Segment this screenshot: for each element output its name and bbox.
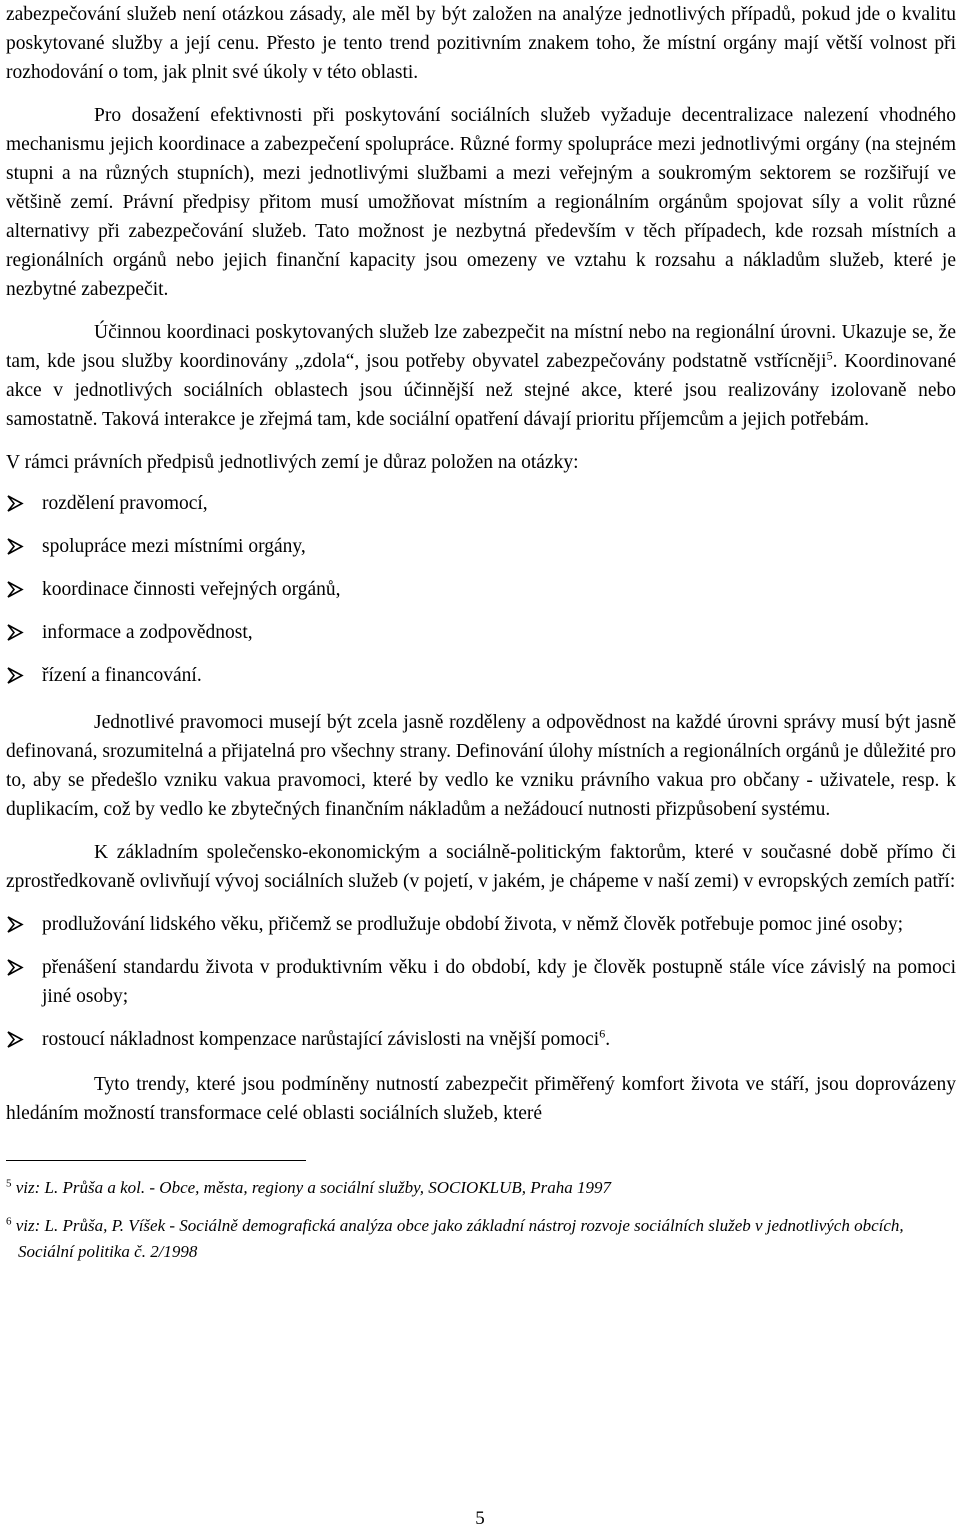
paragraph-decentralization: Pro dosažení efektivnosti při poskytování sociálních služeb vyžaduje decentralizace nalezení vhodného mechanismu jejich koordinace a zabezpečení spolupráce. Různé formy spolupráce mezi jednotlivými orgány (na stejném stupni a na různých stupních), mezi jednotlivými službami a mezi veřejným a soukromým sektorem se rozšiřují ve většině zemí. Právní předpisy přitom musí umožňovat místním a regionálním orgánům spojovat síly a volit různé alternativy při zabezpečování služeb. Tato možnost je nezbytná především v těch případech, kde rozsah místních a regionálních orgánů nebo jejich finanční kapacity jsou omezeny ve vztahu k rozsahu a nákladům služeb, které je nezbytné zabezpečit. <box>6 105 956 300</box>
footnote-text: viz: L. Průša, P. Víšek - Sociálně demografická analýza obce jako základní nástroj rozvoje sociálních služeb v jednotlivých obcích, Sociální politika č. 2/1998 <box>15 1216 904 1261</box>
list-item-text: prodlužování lidského věku, přičemž se prodlužuje období života, v němž člověk potřebuje pomoc jiné osoby; <box>42 914 904 935</box>
list-item <box>6 661 956 690</box>
paragraph-factors: K základním společensko-ekonomickým a sociálně-politickým faktorům, které v současné době přímo či zprostředkovaně ovlivňují vývoj sociálních služeb (v pojetí, v jakém, je chápeme v naší zemi) v evropských zemích patří: <box>6 842 956 892</box>
paragraph-coordination-text: Účinnou koordinaci poskytovaných služeb lze zabezpečit na místní nebo na regionální úrovni. Ukazuje se, že tam, kde jsou služby koordinovány „zdola“, jsou potřeby obyvatel zabezpečovány podstatně vstřícněji <box>6 322 956 372</box>
footnote-number: 6 <box>6 1215 12 1228</box>
footnote-separator <box>6 1160 306 1161</box>
arrow-bullet-icon <box>6 910 26 939</box>
paragraph-coordination <box>6 318 956 434</box>
footnote-5 <box>6 1175 956 1201</box>
list-item <box>6 1025 956 1054</box>
list-item-text: přenášení standardu života v produktivním věku i do období, kdy je člověk postupně stále více závislý na pomoci jiné osoby; <box>42 957 956 1007</box>
arrow-bullet-icon <box>6 618 26 647</box>
footnote-ref-6: 6 <box>599 1026 606 1041</box>
list-item <box>6 910 956 939</box>
list-item-text: rostoucí nákladnost kompenzace narůstající závislosti na vnější pomoci <box>42 1029 600 1050</box>
list-item-text: spolupráce mezi místními orgány, <box>42 536 306 557</box>
list-item <box>6 953 956 1011</box>
questions-list <box>6 489 956 690</box>
footnote-ref-5: 5 <box>826 348 833 363</box>
paragraph-competences: Jednotlivé pravomoci musejí být zcela jasně rozděleny a odpovědnost na každé úrovni správy musí být jasně definovaná, srozumitelná a přijatelná pro všechny strany. Definování úlohy místních a regionálních orgánů je důležité pro to, aby se předešlo vzniku vakua pravomoci, které by vedlo ke vzniku právního vakua pro občany - uživatele, resp. k duplikacím, což by vedlo ke zbytečných finančním nákladům a nežádoucí nutnosti přizpůsobení systému. <box>6 712 956 820</box>
paragraph-intro: zabezpečování služeb není otázkou zásady, ale měl by být založen na analýze jednotlivých případů, pokud jde o kvalitu poskytované služby a její cenu. Přesto je tento trend pozitivním znakem toho, že místní orgány mají větší volnost při rozhodování o tom, jak plnit své úkoly v této oblasti. <box>6 4 956 83</box>
list-item <box>6 575 956 604</box>
footnote-text: viz: L. Průša a kol. - Obce, města, regiony a sociální služby, SOCIOKLUB, Praha 1997 <box>15 1178 612 1197</box>
list-item-text: informace a zodpovědnost, <box>42 622 253 643</box>
arrow-bullet-icon <box>6 661 26 690</box>
arrow-bullet-icon <box>6 489 26 518</box>
document-page <box>6 0 956 1265</box>
page-number: 5 <box>475 1508 485 1529</box>
paragraph-questions-intro: V rámci právních předpisů jednotlivých zemí je důraz položen na otázky: <box>6 452 579 473</box>
list-item-text-end: . <box>605 1029 611 1050</box>
arrow-bullet-icon <box>6 575 26 604</box>
paragraph-trends: Tyto trendy, které jsou podmíněny nutností zabezpečit přiměřený komfort života ve stáří, jsou doprovázeny hledáním možností transformace celé oblasti sociálních služeb, které <box>6 1074 956 1124</box>
footnote-number: 5 <box>6 1177 12 1190</box>
paragraph-coordination-text-end: . Koordinované akce v jednotlivých sociálních oblastech jsou účinnější než stejné akce, které jsou realizovány izolovaně nebo samostatně. Taková interakce je zřejmá tam, kde sociální opatření dávají prioritu příjemcům a jejich potřebám. <box>6 351 956 430</box>
list-item <box>6 532 956 561</box>
list-item-text: koordinace činnosti veřejných orgánů, <box>42 579 341 600</box>
list-item-text: řízení a financování. <box>42 665 202 686</box>
arrow-bullet-icon <box>6 1025 26 1054</box>
list-item <box>6 489 956 518</box>
list-item-text: rozdělení pravomocí, <box>42 493 208 514</box>
list-item <box>6 618 956 647</box>
factors-list <box>6 910 956 1054</box>
arrow-bullet-icon <box>6 953 26 982</box>
arrow-bullet-icon <box>6 532 26 561</box>
footnote-6 <box>6 1213 956 1265</box>
